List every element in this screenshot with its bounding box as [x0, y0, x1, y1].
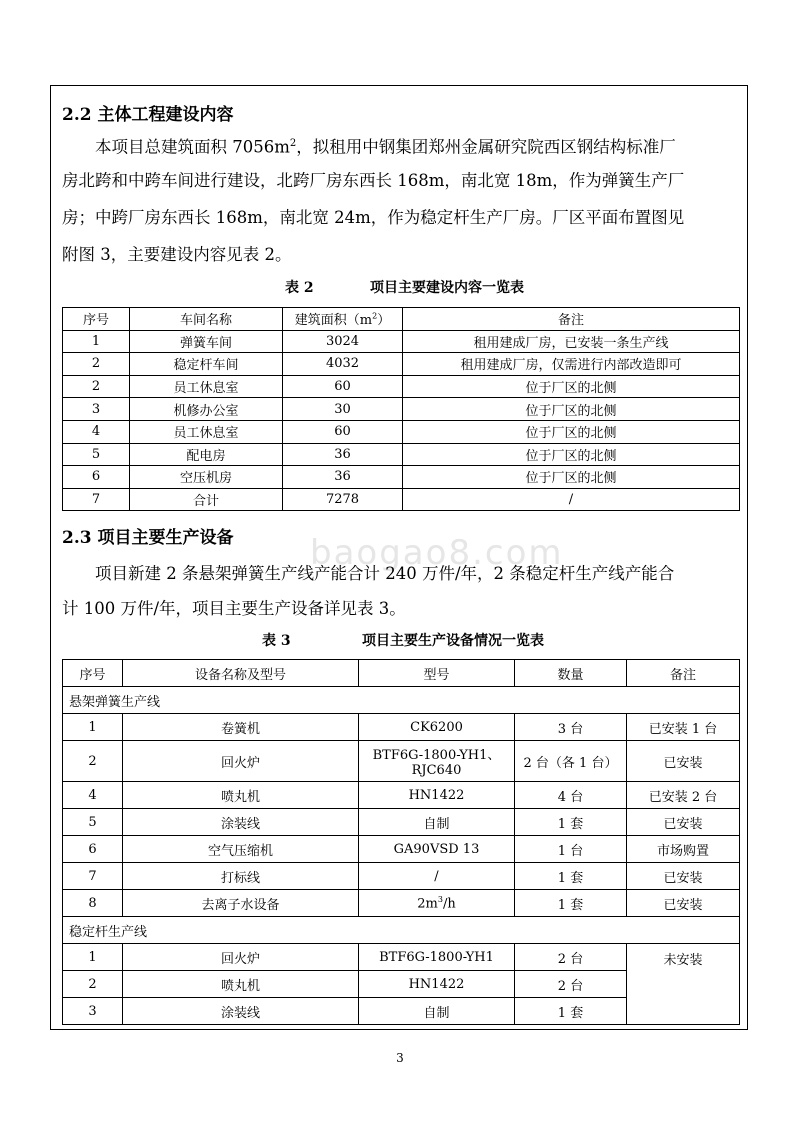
table2-caption-number: 表 2 [285, 280, 314, 296]
table3-caption-number: 表 3 [262, 633, 291, 649]
cell: 1 套 [515, 809, 627, 836]
cell: 位于厂区的北侧 [403, 420, 740, 443]
cell: 36 [283, 466, 403, 489]
cell: 7 [63, 863, 123, 890]
cell: 配电房 [130, 443, 283, 466]
paragraph-line: 房；中跨厂房东西长 168m，南北宽 24m，作为稳定杆生产厂房。厂区平面布置图见 [62, 208, 685, 227]
header-cell: 设备名称及型号 [123, 660, 359, 687]
group-row-suspension-spring [63, 687, 740, 714]
table3-caption-title: 项目主要生产设备情况一览表 [362, 633, 544, 649]
cell: 合计 [130, 488, 283, 511]
cell: 2 [63, 375, 130, 398]
paragraph-line: 计 100 万件/年，项目主要生产设备详见表 3。 [62, 599, 406, 618]
table-row [63, 443, 740, 466]
table-row [63, 782, 740, 809]
cell: 2 台 [515, 944, 627, 971]
cell: 3 台 [515, 714, 627, 741]
cell: 打标线 [123, 863, 359, 890]
table-row [63, 714, 740, 741]
table-header-row [63, 308, 740, 331]
cell: 自制 [359, 809, 515, 836]
cell: 1 [63, 944, 123, 971]
table-header-row [63, 660, 740, 687]
paragraph-2-2 [62, 129, 742, 162]
cell: 60 [283, 375, 403, 398]
cell: 空压机房 [130, 466, 283, 489]
cell: 涂装线 [123, 809, 359, 836]
cell: 位于厂区的北侧 [403, 398, 740, 421]
header-cell: 型号 [359, 660, 515, 687]
table-row [63, 398, 740, 421]
cell: 租用建成厂房，仅需进行内部改造即可 [403, 353, 740, 376]
cell: 1 套 [515, 890, 627, 917]
cell: 5 [63, 809, 123, 836]
header-cell: 序号 [63, 308, 130, 331]
cell: 2 [63, 741, 123, 782]
cell: 7 [63, 488, 130, 511]
construction-content-table [62, 307, 740, 511]
cell: 已安装 1 台 [627, 714, 740, 741]
cell: CK6200 [359, 714, 515, 741]
cell [359, 741, 515, 782]
header-cell: 备注 [403, 308, 740, 331]
table-row [63, 836, 740, 863]
cell: 涂装线 [123, 998, 359, 1025]
cell: 60 [283, 420, 403, 443]
paragraph-text: ，拟租用中钢集团郑州金属研究院西区钢结构标准厂 [296, 137, 676, 157]
cell: 3024 [283, 330, 403, 353]
cell-text: /h [442, 896, 456, 912]
cell: 2 [63, 353, 130, 376]
group-label: 稳定杆生产线 [63, 917, 740, 944]
superscript: 2 [372, 311, 378, 321]
cell: 30 [283, 398, 403, 421]
cell-text: 2m [417, 896, 438, 912]
header-cell: 备注 [627, 660, 740, 687]
cell: 喷丸机 [123, 782, 359, 809]
cell: 4 [63, 782, 123, 809]
header-cell: 车间名称 [130, 308, 283, 331]
cell: 1 [63, 714, 123, 741]
cell: 1 套 [515, 998, 627, 1025]
cell: 自制 [359, 998, 515, 1025]
watermark: baogao8.com [310, 533, 564, 573]
cell: 5 [63, 443, 130, 466]
paragraph-line: 附图 3，主要建设内容见表 2。 [62, 245, 292, 264]
group-row-stabilizer-bar [63, 917, 740, 944]
cell: 3 [63, 998, 123, 1025]
cell: 已安装 [627, 863, 740, 890]
page-number: 3 [396, 1051, 404, 1065]
section-title-2-2: 2.2 主体工程建设内容 [62, 105, 234, 125]
cell: 位于厂区的北侧 [403, 375, 740, 398]
table-row [63, 488, 740, 511]
table-row [63, 741, 740, 782]
cell: 1 台 [515, 836, 627, 863]
cell: 卷簧机 [123, 714, 359, 741]
cell: 稳定杆车间 [130, 353, 283, 376]
cell: 已安装 [627, 890, 740, 917]
header-cell: 数量 [515, 660, 627, 687]
cell: 2 台 [515, 971, 627, 998]
group-label: 悬架弹簧生产线 [63, 687, 740, 714]
table-row [63, 420, 740, 443]
table-row [63, 863, 740, 890]
cell [359, 890, 515, 917]
cell: GA90VSD 13 [359, 836, 515, 863]
cell: 6 [63, 466, 130, 489]
cell: 1 [63, 330, 130, 353]
cell: 4032 [283, 353, 403, 376]
table-row [63, 466, 740, 489]
cell: 回火炉 [123, 741, 359, 782]
header-text: 建筑面积（m [294, 313, 373, 329]
cell: 员工休息室 [130, 420, 283, 443]
model-line: BTF6G-1800-YH1、 [372, 748, 501, 763]
section-title-2-3: 2.3 项目主要生产设备 [62, 528, 234, 548]
cell: 空气压缩机 [123, 836, 359, 863]
merged-note-cell: 未安装 [627, 944, 740, 1025]
cell: 位于厂区的北侧 [403, 443, 740, 466]
model-line: RJC640 [411, 763, 462, 778]
cell: 3 [63, 398, 130, 421]
cell: / [403, 488, 740, 511]
cell: 2 [63, 971, 123, 998]
cell: 8 [63, 890, 123, 917]
cell: BTF6G-1800-YH1 [359, 944, 515, 971]
cell: 弹簧车间 [130, 330, 283, 353]
cell: 回火炉 [123, 944, 359, 971]
cell: 去离子水设备 [123, 890, 359, 917]
cell: HN1422 [359, 971, 515, 998]
table2-caption-title: 项目主要建设内容一览表 [370, 280, 524, 296]
table-row [63, 809, 740, 836]
cell: 36 [283, 443, 403, 466]
cell: 租用建成厂房，已安装一条生产线 [403, 330, 740, 353]
header-cell: 序号 [63, 660, 123, 687]
table-row [63, 944, 740, 971]
cell: 4 台 [515, 782, 627, 809]
cell: / [359, 863, 515, 890]
cell: 1 套 [515, 863, 627, 890]
cell: HN1422 [359, 782, 515, 809]
cell: 6 [63, 836, 123, 863]
header-cell [283, 308, 403, 331]
cell: 已安装 2 台 [627, 782, 740, 809]
cell: 喷丸机 [123, 971, 359, 998]
paragraph-line: 房北跨和中跨车间进行建设，北跨厂房东西长 168m，南北宽 18m，作为弹簧生产厂 [62, 171, 685, 190]
paragraph-text: 本项目总建筑面积 7056m [95, 137, 290, 157]
header-text: ） [377, 313, 391, 329]
superscript: 3 [437, 894, 443, 904]
cell: 位于厂区的北侧 [403, 466, 740, 489]
superscript: 2 [289, 138, 297, 149]
cell: 7278 [283, 488, 403, 511]
cell: 4 [63, 420, 130, 443]
cell: 已安装 [627, 809, 740, 836]
table-row [63, 353, 740, 376]
table-row [63, 375, 740, 398]
cell: 已安装 [627, 741, 740, 782]
cell: 2 台（各 1 台） [515, 741, 627, 782]
table-row [63, 330, 740, 353]
cell: 市场购置 [627, 836, 740, 863]
cell: 员工休息室 [130, 375, 283, 398]
cell: 机修办公室 [130, 398, 283, 421]
table-row [63, 890, 740, 917]
paragraph-2-3: 项目新建 2 条悬架弹簧生产线产能合计 240 万件/年，2 条稳定杆生产线产能合 [95, 564, 675, 583]
equipment-table [62, 659, 740, 1025]
